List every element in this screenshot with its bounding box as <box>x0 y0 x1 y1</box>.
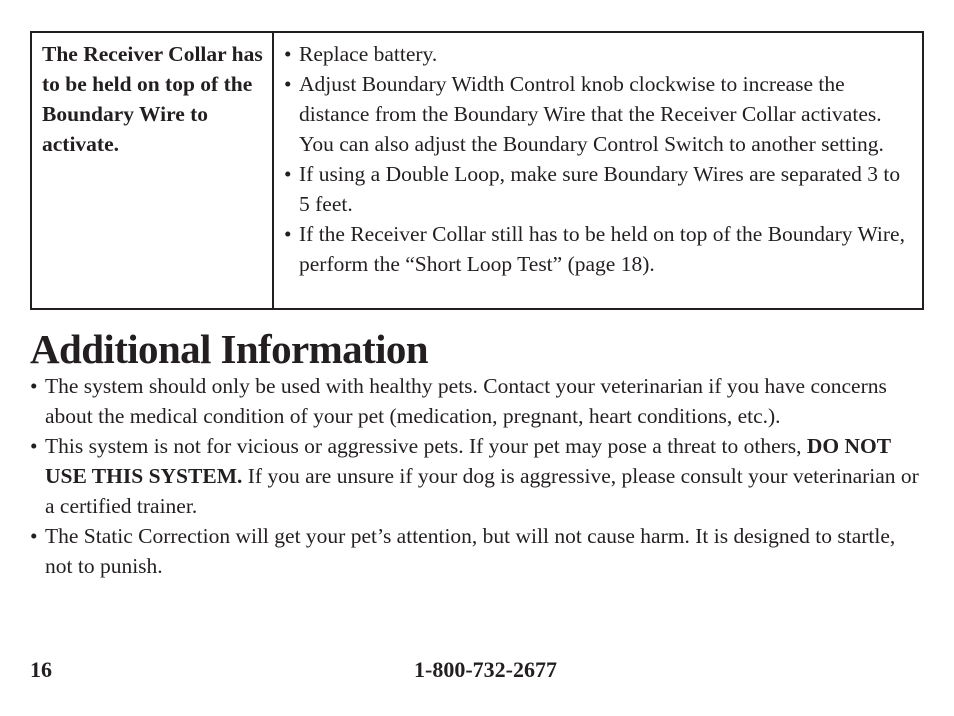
solution-item: • If using a Double Loop, make sure Boundary Wires are separated 3 to 5 feet. <box>284 159 914 219</box>
troubleshooting-table <box>30 31 924 310</box>
problem-cell <box>32 33 274 308</box>
solution-cell <box>274 33 922 308</box>
section-title: Additional Information <box>30 326 429 372</box>
problem-text: The Receiver Collar has to be held on top of the Boundary Wire to activate. <box>42 42 263 156</box>
solution-item: • If the Receiver Collar still has to be held on top of the Boundary Wire, perform the “Short Loop Test” (page 18). <box>284 219 914 279</box>
phone-number: 1-800-732-2677 <box>414 657 557 682</box>
info-item: • The Static Correction will get your pet’s attention, but will not cause harm. It is designed to startle, not to punish. <box>30 521 924 581</box>
solution-item: • Replace battery. <box>284 39 914 69</box>
solution-item: • Adjust Boundary Width Control knob clockwise to increase the distance from the Boundary Wire that the Receiver Collar activates. You can also adjust the Boundary Control Switch to another setting. <box>284 69 914 159</box>
info-item-text: This system is not for vicious or aggressive pets. If your pet may pose a threat to others, <box>45 434 807 458</box>
warning-text: DO NOT USE THIS SYSTEM. <box>45 434 891 488</box>
info-item: • The system should only be used with healthy pets. Contact your veterinarian if you have concerns about the medical condition of your pet (medication, pregnant, heart conditions, etc.). <box>30 371 924 431</box>
info-item-text: If you are unsure if your dog is aggressive, please consult your veterinarian or a certified trainer. <box>45 464 919 518</box>
solution-list <box>284 39 914 279</box>
info-item <box>30 431 924 521</box>
info-list <box>30 371 924 581</box>
page-number: 16 <box>30 657 52 682</box>
